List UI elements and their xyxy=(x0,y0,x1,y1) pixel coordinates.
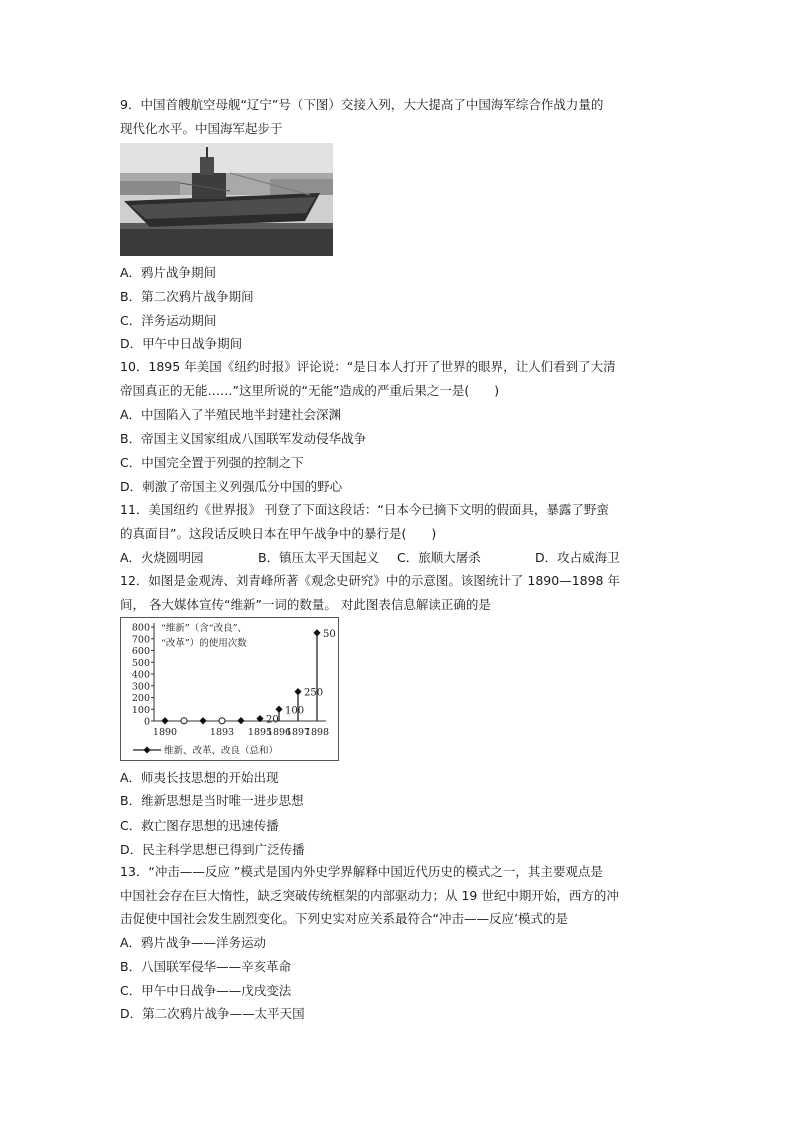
y-tick-label: 800 xyxy=(131,622,150,634)
q11-option-d: D．攻占威海卫 xyxy=(535,550,620,565)
q12-option-b: B．维新思想是当时唯一进步思想 xyxy=(120,793,304,808)
q9-option-a: A．鸦片战争期间 xyxy=(120,265,217,280)
q12-option-d: D．民主科学思想已得到广泛传播 xyxy=(120,842,305,857)
weixin-usage-chart xyxy=(120,617,339,761)
q13-option-d: D．第二次鸦片战争——太平天国 xyxy=(120,1006,305,1021)
q11-stem-line2: 的真面目”。这段话反映日本在甲午战争中的暴行是( ) xyxy=(120,526,437,541)
y-tick-label: 500 xyxy=(131,657,150,669)
q9-option-c: C．洋务运动期间 xyxy=(120,313,217,328)
q12-stem-line1: 12．如图是金观涛、刘青峰所著《观念史研究》中的示意图。该图统计了 1890—1898 年 xyxy=(120,573,620,588)
q10-option-d: D．刺激了帝国主义列强瓜分中国的野心 xyxy=(120,479,343,494)
series-point xyxy=(199,717,206,724)
q12-option-a: A．师夷长技思想的开始出现 xyxy=(120,770,279,785)
data-label: 100 xyxy=(285,705,305,717)
weixin-usage-chart-svg xyxy=(121,618,338,760)
series-point-open xyxy=(219,718,225,724)
q11-option-a: A．火烧圆明园 xyxy=(120,550,204,565)
q11-stem-line1: 11．美国纽约《世界报》 刊登了下面这段话：“日本今已摘下文明的假面具，暴露了野蛮 xyxy=(120,502,609,517)
q10-option-a: A．中国陷入了半殖民地半封建社会深渊 xyxy=(120,407,342,422)
q13-option-a: A．鸦片战争——洋务运动 xyxy=(120,935,267,950)
x-tick-label: 1893 xyxy=(209,727,235,738)
y-tick-label: 300 xyxy=(131,681,150,693)
legend-label: 维新、改革、改良（总和） xyxy=(164,745,279,757)
y-tick-label: 0 xyxy=(143,716,150,728)
chart-title-line1: “维新”（含“改良”、 xyxy=(161,623,247,634)
q9-option-b: B．第二次鸦片战争期间 xyxy=(120,289,254,304)
chart-title-line2: “改革”）的使用次数 xyxy=(161,638,247,649)
q11-option-c: C．旅顺大屠杀 xyxy=(397,550,481,565)
y-tick-label: 400 xyxy=(131,669,150,681)
x-tick-label: 1896 xyxy=(266,727,292,738)
y-tick-label: 600 xyxy=(131,646,150,657)
data-label: 50 xyxy=(323,628,336,640)
series-point xyxy=(313,629,320,636)
q13-stem-line1: 13．“冲击——反应 ”模式是国内外史学界解释中国近代历史的模式之一，其主要观点是 xyxy=(120,864,603,879)
x-tick-label: 1895 xyxy=(247,727,273,738)
series-point xyxy=(275,706,282,713)
x-tick-label: 1898 xyxy=(304,727,330,738)
series-point-open xyxy=(181,718,187,724)
q13-stem-line2: 中国社会存在巨大惰性，缺乏突破传统框架的内部驱动力；从 19 世纪中期开始，西方的冲 xyxy=(120,888,619,903)
chart-legend xyxy=(133,745,278,757)
y-tick-label: 100 xyxy=(131,704,150,716)
q10-stem-line2: 帝国真正的无能……”这里所说的“无能”造成的严重后果之一是( ) xyxy=(120,383,500,398)
x-tick-label: 1897 xyxy=(285,727,311,738)
y-tick-label: 200 xyxy=(131,693,150,704)
chart-x-ticks xyxy=(153,727,329,738)
aircraft-carrier-photo xyxy=(120,143,333,256)
q9-stem-line1: 9．中国首艘航空母舰“辽宁”号（下图）交接入列，大大提高了中国海军综合作战力量的 xyxy=(120,97,604,112)
q10-option-c: C．中国完全置于列强的控制之下 xyxy=(120,455,304,470)
q10-option-b: B．帝国主义国家组成八国联军发动侵华战争 xyxy=(120,431,367,446)
q9-stem-line2: 现代化水平。中国海军起步于 xyxy=(120,121,283,136)
q9-option-d: D．甲午中日战争期间 xyxy=(120,336,243,351)
series-point xyxy=(237,717,244,724)
data-label: 20 xyxy=(266,714,279,726)
x-tick-label: 1890 xyxy=(152,727,178,738)
q13-option-c: C．甲午中日战争——戊戌变法 xyxy=(120,983,292,998)
q13-stem-line3: 击促使中国社会发生剧烈变化。下列史实对应关系最符合“冲击——反应’模式的是 xyxy=(120,911,568,926)
series-point xyxy=(294,688,301,695)
q13-option-b: B．八国联军侵华——辛亥革命 xyxy=(120,959,292,974)
legend-marker xyxy=(144,747,151,754)
chart-data-labels xyxy=(266,629,336,726)
q10-stem-line1: 10．1895 年美国《纽约时报》评论说：“是日本人打开了世界的眼界，让人们看到了大清 xyxy=(120,359,616,374)
data-label: 250 xyxy=(304,687,324,699)
q12-stem-line2: 间， 各大媒体宣传“维新”一词的数量。 对此图表信息解读正确的是 xyxy=(120,597,491,612)
q11-option-b: B．镇压太平天国起义 xyxy=(258,550,380,565)
series-point xyxy=(161,717,168,724)
y-tick-label: 700 xyxy=(131,634,150,646)
chart-y-ticks xyxy=(132,623,154,728)
q12-option-c: C．救亡图存思想的迅速传播 xyxy=(120,818,279,833)
